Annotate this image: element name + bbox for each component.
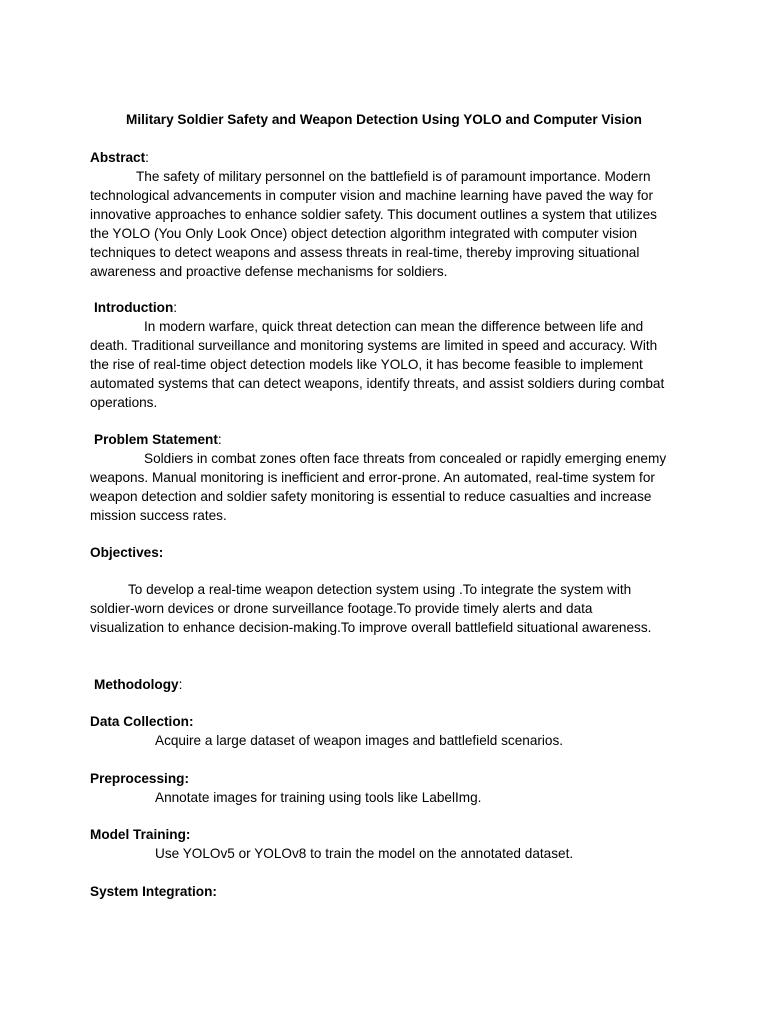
- methodology-heading: [94, 675, 182, 694]
- methodology-heading-colon: :: [178, 677, 183, 692]
- problem-statement-line: weapons. Manual monitoring is inefficient and error-prone. An automated, real-time system for: [90, 470, 655, 485]
- abstract-heading-label: Abstract: [90, 150, 146, 165]
- abstract-line: technological advancements in computer vision and machine learning have paved the way for: [90, 188, 653, 203]
- problem-statement-line: Soldiers in combat zones often face threats from concealed or rapidly emerging enemy: [144, 451, 667, 466]
- problem-statement-heading: [94, 430, 222, 449]
- introduction-line: automated systems that can detect weapons, identify threats, and assist soldiers during combat: [90, 376, 665, 391]
- objectives-line: soldier-worn devices or drone surveillance footage.To provide timely alerts and data: [90, 601, 593, 616]
- problem-statement-line: weapon detection and soldier safety monitoring is essential to reduce casualties and increase: [90, 489, 652, 504]
- introduction-line: the rise of real-time object detection models like YOLO, it has become feasible to implement: [90, 357, 643, 372]
- system-integration-heading-label: System Integration:: [90, 884, 217, 899]
- objectives-line: visualization to enhance decision-making.To improve overall battlefield situational awareness.: [90, 620, 652, 635]
- abstract-heading-colon: :: [145, 150, 149, 165]
- introduction-line: In modern warfare, quick threat detection can mean the difference between life and: [144, 319, 644, 334]
- document-title: Military Soldier Safety and Weapon Detection Using YOLO and Computer Vision: [126, 112, 642, 127]
- model-training-heading-label: Model Training:: [90, 827, 191, 842]
- introduction-heading-colon: :: [173, 300, 178, 315]
- abstract-line: The safety of military personnel on the battlefield is of paramount importance. Modern: [136, 169, 651, 184]
- problem-statement-line: mission success rates.: [90, 508, 227, 523]
- data-collection-heading-label: Data Collection:: [90, 714, 194, 729]
- objectives-heading-label: Objectives:: [90, 545, 164, 560]
- abstract-line: the YOLO (You Only Look Once) object detection algorithm integrated with computer vision: [90, 226, 638, 241]
- objectives-body: [90, 580, 690, 637]
- abstract-heading: [90, 148, 149, 167]
- objectives-heading: [90, 543, 163, 562]
- objectives-line: To develop a real-time weapon detection system using .To integrate the system with: [128, 582, 632, 597]
- introduction-line: operations.: [90, 395, 158, 410]
- abstract-line: innovative approaches to enhance soldier safety. This document outlines a system that utilizes: [90, 207, 657, 222]
- preprocessing-heading: [90, 769, 189, 788]
- preprocessing-heading-label: Preprocessing:: [90, 771, 189, 786]
- preprocessing-text: Annotate images for training using tools like LabelImg.: [155, 790, 482, 805]
- data-collection-heading: [90, 712, 193, 731]
- introduction-body: [90, 317, 690, 412]
- model-training-heading: [90, 825, 190, 844]
- data-collection-text: Acquire a large dataset of weapon images and battlefield scenarios.: [155, 733, 564, 748]
- problem-statement-heading-label: Problem Statement: [94, 432, 218, 447]
- introduction-heading: [94, 298, 177, 317]
- abstract-line: awareness and proactive defense mechanisms for soldiers.: [90, 264, 448, 279]
- abstract-body: [90, 167, 690, 281]
- introduction-heading-label: Introduction: [94, 300, 174, 315]
- methodology-heading-label: Methodology: [94, 677, 179, 692]
- introduction-line: death. Traditional surveillance and monitoring systems are limited in speed and accuracy. With: [90, 338, 658, 353]
- abstract-line: techniques to detect weapons and assess threats in real-time, thereby improving situational: [90, 245, 640, 260]
- problem-statement-body: [90, 449, 690, 525]
- system-integration-heading: [90, 882, 217, 901]
- model-training-text: Use YOLOv5 or YOLOv8 to train the model on the annotated dataset.: [155, 846, 574, 861]
- problem-statement-heading-colon: :: [217, 432, 222, 447]
